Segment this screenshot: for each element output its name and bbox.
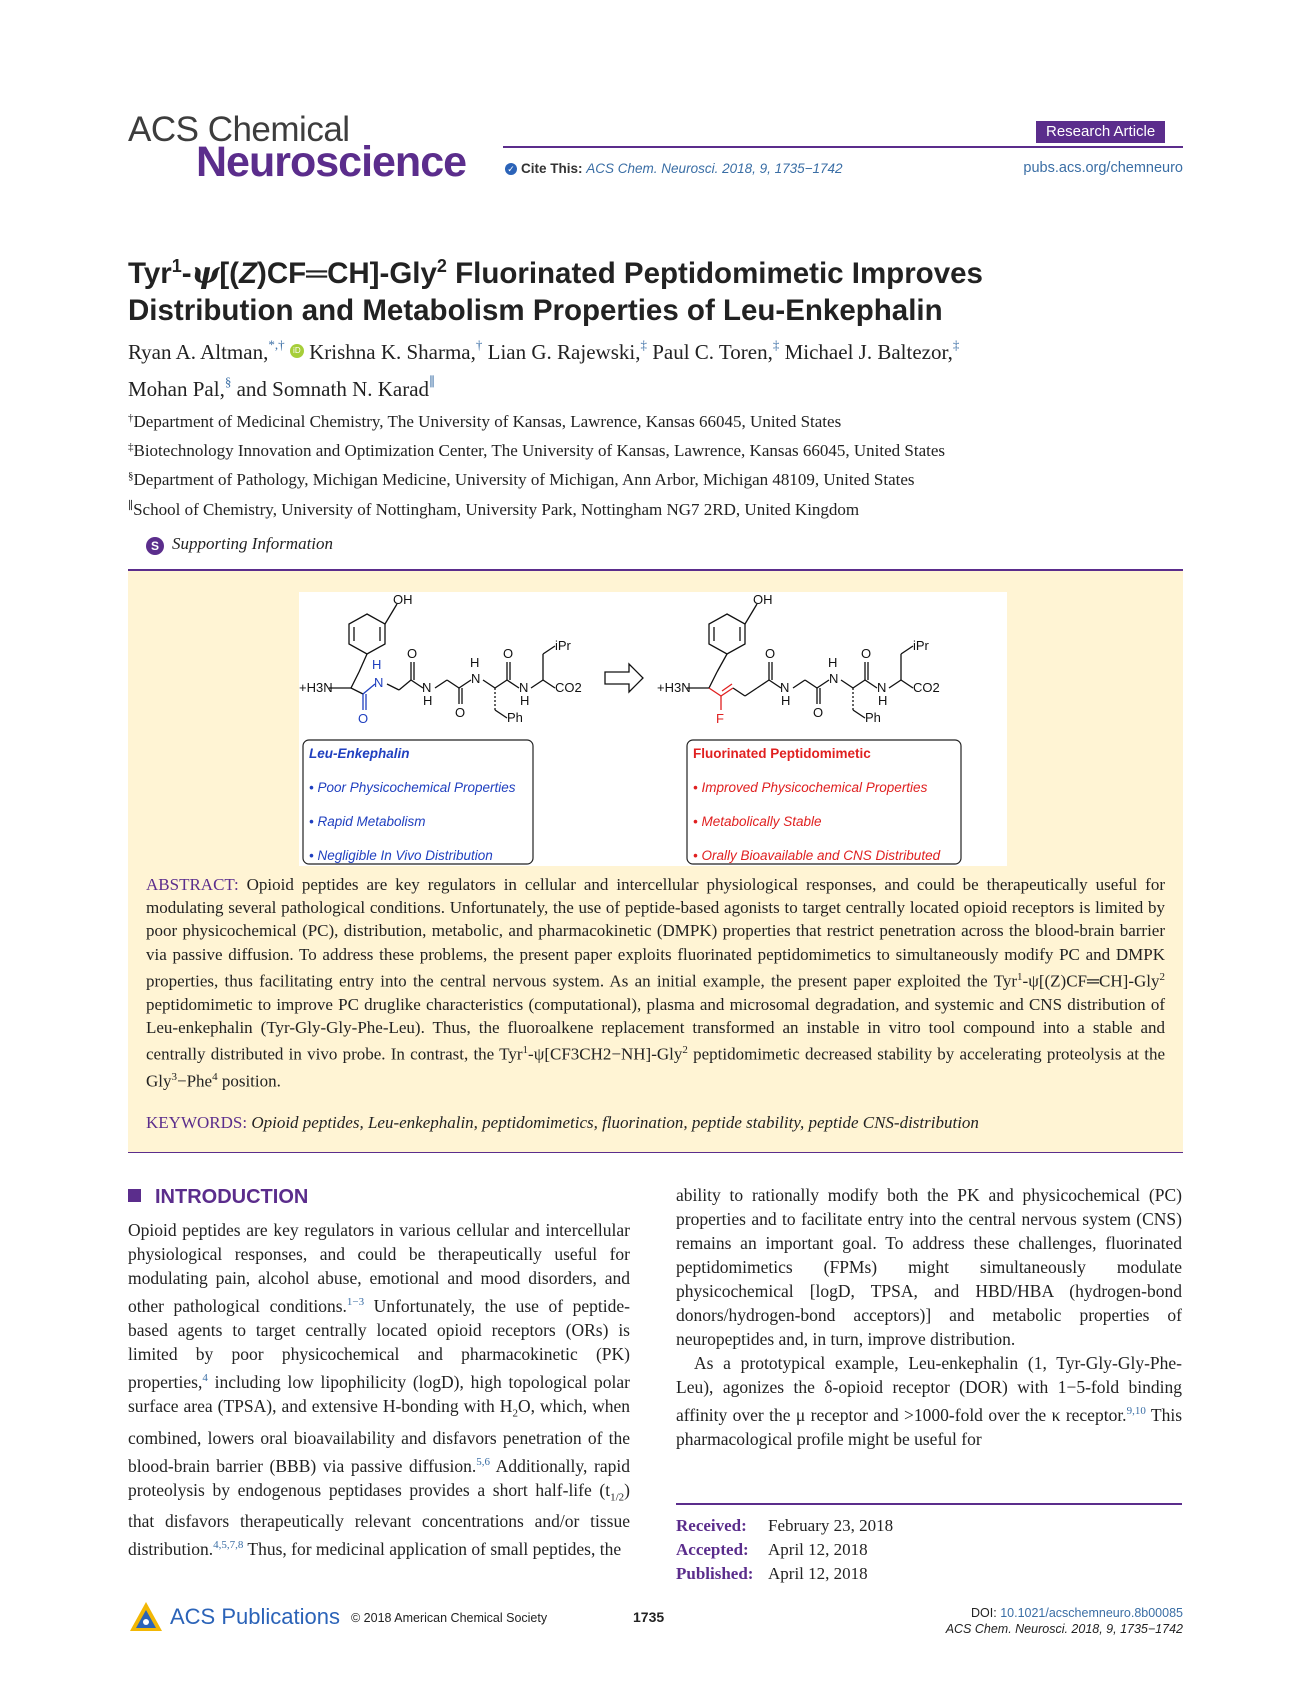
- svg-text:N: N: [780, 680, 790, 695]
- cite-this[interactable]: [505, 161, 843, 176]
- svg-text:OH: OH: [393, 592, 413, 607]
- abstract-text: ABSTRACT: Opioid peptides are key regulators in cellular and intercellular physiological responses, and could be therapeutically useful for modulating several pathological conditions. Unfortunately, the use of peptide-based agonists to target centrally located opioid receptors is limited by poor physicochemical (PC), distribution, metabolic, and pharmacokinetic (DMPK) properties that restrict penetration across the blood-brain barrier via passive diffusion. To address these problems, the present paper exploits fluorinated peptidomimetics to simultaneously modify PC and DMPK properties, thus facilitating entry into the central nervous system. As an initial example, the present paper exploited the Tyr$^1$-ψ[(Z)CF═CH]-Gly$^2$ peptidomimetic to improve PC druglike characteristics (computational), plasma and microsomal degradation, and systemic and CNS distribution of Leu-enkephalin (Tyr-Gly-Gly-Phe-Leu). Thus, the fluoroalkene replacement transformed an instable in vitro tool compound into a stable and centrally distributed in vivo probe. In contrast, the Tyr$^1$-ψ[CF3CH2−NH]-Gly$^2$ peptidomimetic decreased stability by accelerating proteolysis at the Gly$^3$−Phe$^4$ position.: [146, 875, 1165, 1091]
- author[interactable]: Krishna K. Sharma,†: [309, 337, 483, 364]
- supporting-info-link[interactable]: Supporting Information: [172, 534, 334, 553]
- svg-text:H: H: [781, 693, 791, 708]
- author[interactable]: Lian G. Rajewski,‡: [487, 337, 647, 364]
- title-line-1: Tyr$^1$-ψ[(Z)CF═CH]-Gly$^2$ Fluorinated Peptidomimetic Improves: [128, 254, 983, 290]
- affiliation: §Department of Pathology, Michigan Medicine, University of Michigan, Ann Arbor, Michigan 48109, United States: [128, 470, 915, 489]
- svg-text:• Rapid Metabolism: • Rapid Metabolism: [309, 814, 426, 829]
- keywords-label: KEYWORDS:: [146, 1113, 248, 1132]
- keywords: [146, 1113, 1166, 1133]
- title-line-2: Distribution and Metabolism Properties of Leu-Enkephalin: [128, 293, 943, 327]
- affiliation: ∥School of Chemistry, University of Nottingham, University Park, Nottingham NG7 2RD, United Kingdom: [128, 500, 860, 519]
- keywords-list: Opioid peptides, Leu-enkephalin, peptidomimetics, fluorination, peptide stability, peptide CNS-distribution: [251, 1113, 979, 1132]
- check-icon: ✓: [505, 163, 517, 175]
- svg-text:N: N: [877, 680, 887, 695]
- right-structure-labels: [657, 592, 940, 726]
- svg-text:O: O: [455, 705, 466, 720]
- svg-text:Ph: Ph: [507, 710, 523, 725]
- supporting-info-icon[interactable]: S: [146, 537, 164, 555]
- orcid-icon[interactable]: iD: [290, 344, 304, 358]
- svg-text:N: N: [829, 671, 839, 686]
- body-column-1: Opioid peptides are key regulators in various cellular and intercellular physiological responses, and could be therapeutically useful for modulating pain, alcohol abuse, emotional and mood disorders, and other pathological conditions.$^{1-3}$ Unfortunately, the use of peptide-based agents to target centrally located opioid receptors (ORs) is limited by poor physicochemical and pharmacokinetic (PK) properties,$^4$ including low lipophilicity (logD), high topological polar surface area (TPSA), and extensive H-bonding with $H_2O$, which, when combined, lowers oral bioavailability and disfavors penetration of the blood-brain barrier (BBB) via passive diffusion.$^{5,6}$ Additionally, rapid proteolysis by endogenous peptidases provides a short half-life $(t_{1/2})$ that disfavors therapeutically relevant concentrations and/or tissue distribution.$^{4,5,7,8}$ Thus, for medicinal application of small peptides, the: [128, 1220, 631, 1559]
- paragraph: As a prototypical example, Leu-enkephalin (1, Tyr-Gly-Gly-Phe-Leu), agonizes the δ-opioid receptor (DOR) with 1−5-fold binding affinity over the μ receptor and >1000-fold over the κ receptor.$^{9,10}$ This pharmacological profile might be useful for: [676, 1353, 1183, 1449]
- svg-text:O: O: [358, 711, 369, 726]
- date-accepted: Accepted: April 12, 2018: [676, 1540, 868, 1559]
- citation-ref[interactable]: 4: [202, 1372, 208, 1384]
- svg-text:• Negligible In Vivo Distribut: • Negligible In Vivo Distribution: [309, 848, 493, 863]
- article-title: [128, 248, 1178, 329]
- svg-text:O: O: [861, 646, 872, 661]
- journal-url[interactable]: pubs.acs.org/chemneuro: [1023, 160, 1183, 176]
- journal-reference: ACS Chem. Neurosci. 2018, 9, 1735−1742: [945, 1622, 1183, 1636]
- affiliation: †Department of Medicinal Chemistry, The University of Kansas, Lawrence, Kansas 66045, United States: [128, 412, 842, 431]
- doi-link[interactable]: 10.1021/acschemneuro.8b00085: [1000, 1606, 1183, 1620]
- svg-text:• Improved Physicochemical Pro: • Improved Physicochemical Properties: [693, 780, 928, 795]
- citation-ref[interactable]: 1−3: [346, 1296, 365, 1308]
- svg-text:• Poor Physicochemical Propert: • Poor Physicochemical Properties: [309, 780, 516, 795]
- dates-rule: [676, 1503, 1182, 1505]
- cite-label: Cite This:: [521, 161, 583, 176]
- section-square-icon: [128, 1189, 141, 1202]
- svg-text:iPr: iPr: [913, 638, 929, 653]
- svg-text:N: N: [471, 671, 481, 686]
- svg-text:H: H: [372, 657, 382, 672]
- svg-text:Fluorinated Peptidomimetic: Fluorinated Peptidomimetic: [693, 746, 871, 761]
- svg-text:O: O: [503, 646, 514, 661]
- copyright: © 2018 American Chemical Society: [351, 1611, 548, 1625]
- date-received: Received: February 23, 2018: [676, 1516, 894, 1535]
- svg-text:O: O: [407, 646, 418, 661]
- journal-brand-line2: Neuroscience: [196, 138, 467, 186]
- citation-ref[interactable]: 5,6: [476, 1455, 491, 1468]
- author[interactable]: Paul C. Toren,‡: [652, 337, 780, 364]
- svg-text:H: H: [423, 693, 433, 708]
- svg-text:+H3N: +H3N: [657, 680, 691, 695]
- svg-text:H: H: [520, 693, 530, 708]
- author[interactable]: Mohan Pal,§: [128, 374, 232, 401]
- date-published: Published: April 12, 2018: [676, 1564, 868, 1583]
- svg-text:N: N: [422, 680, 432, 695]
- page-number: 1735: [633, 1609, 665, 1625]
- cite-reference[interactable]: ACS Chem. Neurosci. 2018, 9, 1735−1742: [586, 161, 843, 176]
- toc-graphic: [299, 592, 1007, 866]
- svg-text:Ph: Ph: [865, 710, 881, 725]
- svg-text:H: H: [470, 655, 480, 670]
- svg-text:Leu-Enkephalin: Leu-Enkephalin: [309, 746, 410, 761]
- paragraph: ability to rationally modify both the PK and physicochemical (PC) properties and to facilitate entry into the central nervous system (CNS) remains an important goal. To address these challenges, fluorinated peptidomimetics (FPMs) might simultaneously modulate physicochemical [logD, TPSA, and HBD/HBA (hydrogen-bond donors/hydrogen-bond acceptors)] and metabolic properties of neuropeptides and, in turn, improve distribution.: [676, 1185, 1182, 1349]
- svg-text:N: N: [519, 680, 529, 695]
- svg-text:• Metabolically Stable: • Metabolically Stable: [693, 814, 822, 829]
- svg-text:CO2: CO2: [913, 680, 940, 695]
- citation-ref[interactable]: 9,10: [1126, 1405, 1146, 1417]
- svg-text:+H3N: +H3N: [299, 680, 333, 695]
- svg-text:CO2: CO2: [555, 680, 582, 695]
- doi-block: DOI: 10.1021/acschemneuro.8b00085 ACS Chem. Neurosci. 2018, 9, 1735−1742: [945, 1606, 1183, 1636]
- abstract-rule-bottom: [128, 1152, 1183, 1153]
- affiliation: ‡Biotechnology Innovation and Optimization Center, The University of Kansas, Lawrence, Kansas 66045, United States: [128, 441, 946, 460]
- svg-text:N: N: [374, 675, 384, 690]
- acs-logo-icon: [128, 1600, 164, 1634]
- svg-text:O: O: [813, 705, 824, 720]
- author[interactable]: Michael J. Baltezor,‡: [784, 337, 960, 364]
- svg-text:• Orally Bioavailable and CNS: • Orally Bioavailable and CNS Distributed: [693, 848, 941, 863]
- header-rule: [503, 146, 1183, 148]
- svg-text:iPr: iPr: [555, 638, 571, 653]
- journal-brand-line1: ACS Chemical: [128, 110, 350, 149]
- section-heading-introduction: INTRODUCTION: [128, 1186, 308, 1209]
- svg-text:O: O: [765, 646, 776, 661]
- left-structure-labels: [299, 592, 582, 726]
- reaction-arrow: [605, 664, 643, 692]
- svg-text:F: F: [716, 711, 724, 726]
- publisher-name[interactable]: ACS Publications: [170, 1604, 340, 1629]
- author[interactable]: Ryan A. Altman,*,† iD: [128, 340, 304, 364]
- author-list: [128, 330, 1188, 404]
- citation-ref[interactable]: 4,5,7,8: [213, 1539, 244, 1551]
- svg-text:H: H: [878, 693, 888, 708]
- body-column-2: [676, 1183, 1182, 1451]
- abstract-label: ABSTRACT:: [146, 875, 239, 894]
- svg-text:H: H: [828, 655, 838, 670]
- author[interactable]: and Somnath N. Karad∥: [236, 374, 436, 401]
- article-type-badge: Research Article: [1036, 121, 1165, 143]
- svg-text:OH: OH: [753, 592, 773, 607]
